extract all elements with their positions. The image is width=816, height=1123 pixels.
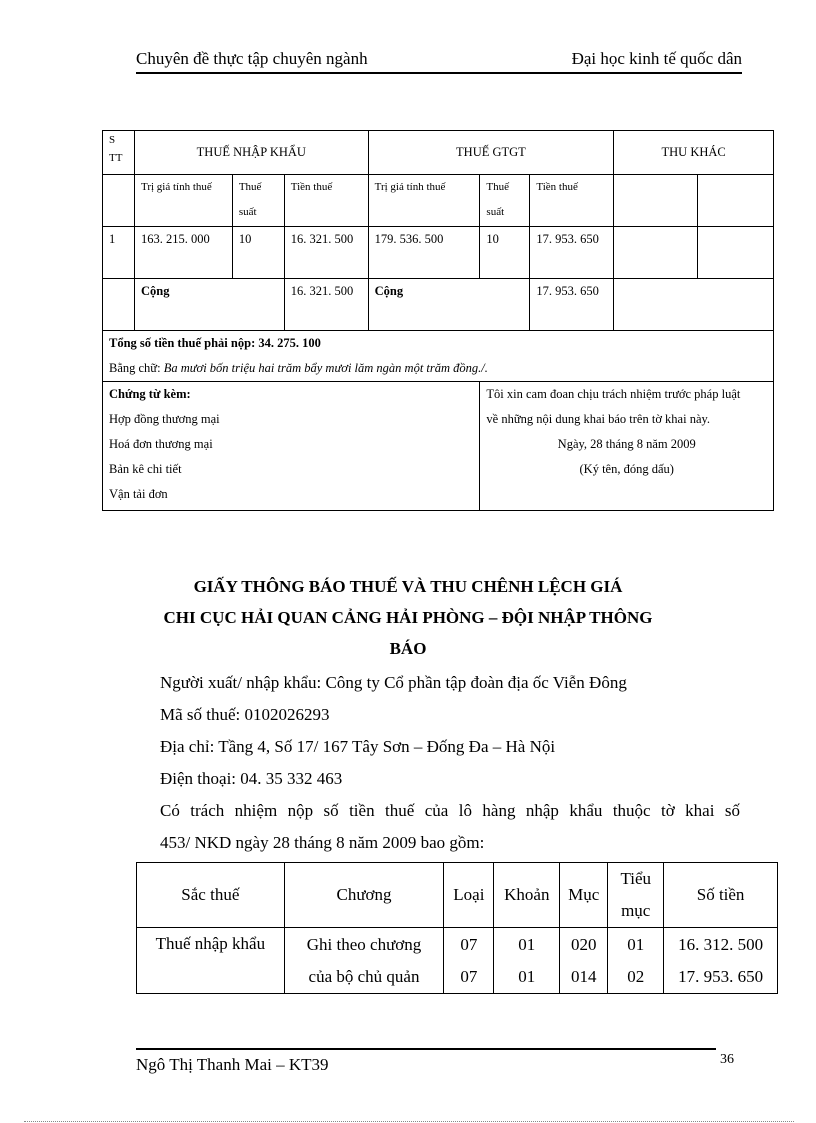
declaration-date: Ngày, 28 tháng 8 năm 2009 xyxy=(557,437,696,451)
notice-subtitle: CHI CỤC HẢI QUAN CẢNG HẢI PHÒNG – ĐỘI NHẬP THÔNG xyxy=(163,608,653,627)
sub-import-value: Trị giá tính thuế xyxy=(134,175,232,227)
total-vat-label: Cộng xyxy=(368,279,530,331)
col-stt: S TT xyxy=(103,131,135,175)
header-loai: Loại xyxy=(444,863,494,928)
total-import-label: Cộng xyxy=(134,279,284,331)
attachment-item: Vận tải đơn xyxy=(109,487,168,501)
cell-tieu-muc: 01 02 xyxy=(608,928,664,994)
attachments-cell xyxy=(103,382,480,511)
declaration-line: về những nội dung khai báo trên tờ khai này. xyxy=(486,412,711,426)
duty-line: Có trách nhiệm nộp số tiền thuế của lô hàng nhập khẩu thuộc tờ khai số xyxy=(160,801,740,820)
header-tax-type: Sắc thuế xyxy=(137,863,285,928)
cell-loai: 07 07 xyxy=(444,928,494,994)
header-right: Đại học kinh tế quốc dân xyxy=(571,49,742,68)
sub-vat-value: Trị giá tính thuế xyxy=(368,175,480,227)
cell-amount: 16. 312. 500 17. 953. 650 xyxy=(664,928,778,994)
row-vat-value: 179. 536. 500 xyxy=(368,227,480,279)
total-row xyxy=(103,279,774,331)
cell-tax-type: Thuế nhập khẩu xyxy=(137,928,285,994)
tax-code-line: Mã số thuế: 0102026293 xyxy=(160,705,330,724)
page-edge xyxy=(24,1121,794,1122)
cell-khoan: 01 01 xyxy=(494,928,560,994)
importer-line: Người xuất/ nhập khẩu: Công ty Cổ phần tập đoàn địa ốc Viễn Đông xyxy=(160,673,627,692)
footer-author: Ngô Thị Thanh Mai – KT39 xyxy=(136,1055,329,1074)
attachment-item: Hợp đồng thương mại xyxy=(109,412,220,426)
row-vat-tax: 17. 953. 650 xyxy=(530,227,614,279)
declaration-sign: (Ký tên, đóng dấu) xyxy=(579,462,674,476)
row-import-tax: 16. 321. 500 xyxy=(284,227,368,279)
cell-chapter xyxy=(284,928,444,994)
header-khoan: Khoản xyxy=(494,863,560,928)
header-muc: Mục xyxy=(560,863,608,928)
notice-title: GIẤY THÔNG BÁO THUẾ VÀ THU CHÊNH LỆCH GIÁ xyxy=(193,577,623,596)
chapter-line: của bộ chủ quản xyxy=(308,966,420,986)
row-import-rate: 10 xyxy=(232,227,284,279)
in-words-value: Ba mươi bốn triệu hai trăm bẩy mươi lăm ngàn một trăm đồng./. xyxy=(163,361,488,375)
grand-total-cell: Tổng số tiền thuế phải nộp: 34. 275. 100 Bằng chữ: Ba mươi bốn triệu hai trăm bẩy mươi lăm ngàn một trăm đồng./. xyxy=(103,331,774,382)
sub-import-tax: Tiền thuế xyxy=(284,175,368,227)
header-left: Chuyên đề thực tập chuyên ngành xyxy=(136,49,368,68)
in-words-label: Bằng chữ: xyxy=(109,361,161,375)
chapter-line: Ghi theo chương xyxy=(306,934,422,954)
sub-import-rate: Thuế suất xyxy=(232,175,284,227)
sub-vat-rate: Thuế suất xyxy=(480,175,530,227)
header-amount: Số tiền xyxy=(664,863,778,928)
table-row xyxy=(103,227,774,279)
notice-subtitle-cont: BÁO xyxy=(389,639,427,658)
total-import-tax: 16. 321. 500 xyxy=(284,279,368,331)
grand-total-label: Tổng số tiền thuế phải nộp xyxy=(109,336,252,350)
table-row xyxy=(137,928,778,994)
page-number: 36 xyxy=(720,1052,734,1067)
address-line: Địa chỉ: Tầng 4, Số 17/ 167 Tây Sơn – Đống Đa – Hà Nội xyxy=(160,737,556,756)
attachment-item: Bản kê chi tiết xyxy=(109,462,182,476)
cell-muc: 020 014 xyxy=(560,928,608,994)
header-divider xyxy=(136,72,742,74)
sub-vat-tax: Tiền thuế xyxy=(530,175,614,227)
col-group-other: THU KHÁC xyxy=(614,131,774,175)
header-tieu-muc: Tiểu mục xyxy=(608,863,664,928)
phone-line: Điện thoại: 04. 35 332 463 xyxy=(160,769,343,788)
attachments-label: Chứng từ kèm: xyxy=(109,387,191,401)
duty-line-cont: 453/ NKD ngày 28 tháng 8 năm 2009 bao gồm: xyxy=(160,833,485,852)
col-group-vat: THUẾ GTGT xyxy=(368,131,614,175)
row-vat-rate: 10 xyxy=(480,227,530,279)
tax-declaration-table xyxy=(102,130,774,511)
footer-divider xyxy=(136,1048,716,1050)
total-vat-tax: 17. 953. 650 xyxy=(530,279,614,331)
grand-total-value: 34. 275. 100 xyxy=(258,336,321,350)
header-chapter: Chương xyxy=(284,863,444,928)
row-stt: 1 xyxy=(103,227,135,279)
declaration-line: Tôi xin cam đoan chịu trách nhiệm trước pháp luật xyxy=(486,387,741,401)
row-import-value: 163. 215. 000 xyxy=(134,227,232,279)
attachment-item: Hoá đơn thương mại xyxy=(109,437,213,451)
budget-table xyxy=(136,862,778,994)
col-group-import: THUẾ NHẬP KHẨU xyxy=(134,131,368,175)
declaration-cell xyxy=(480,382,774,511)
